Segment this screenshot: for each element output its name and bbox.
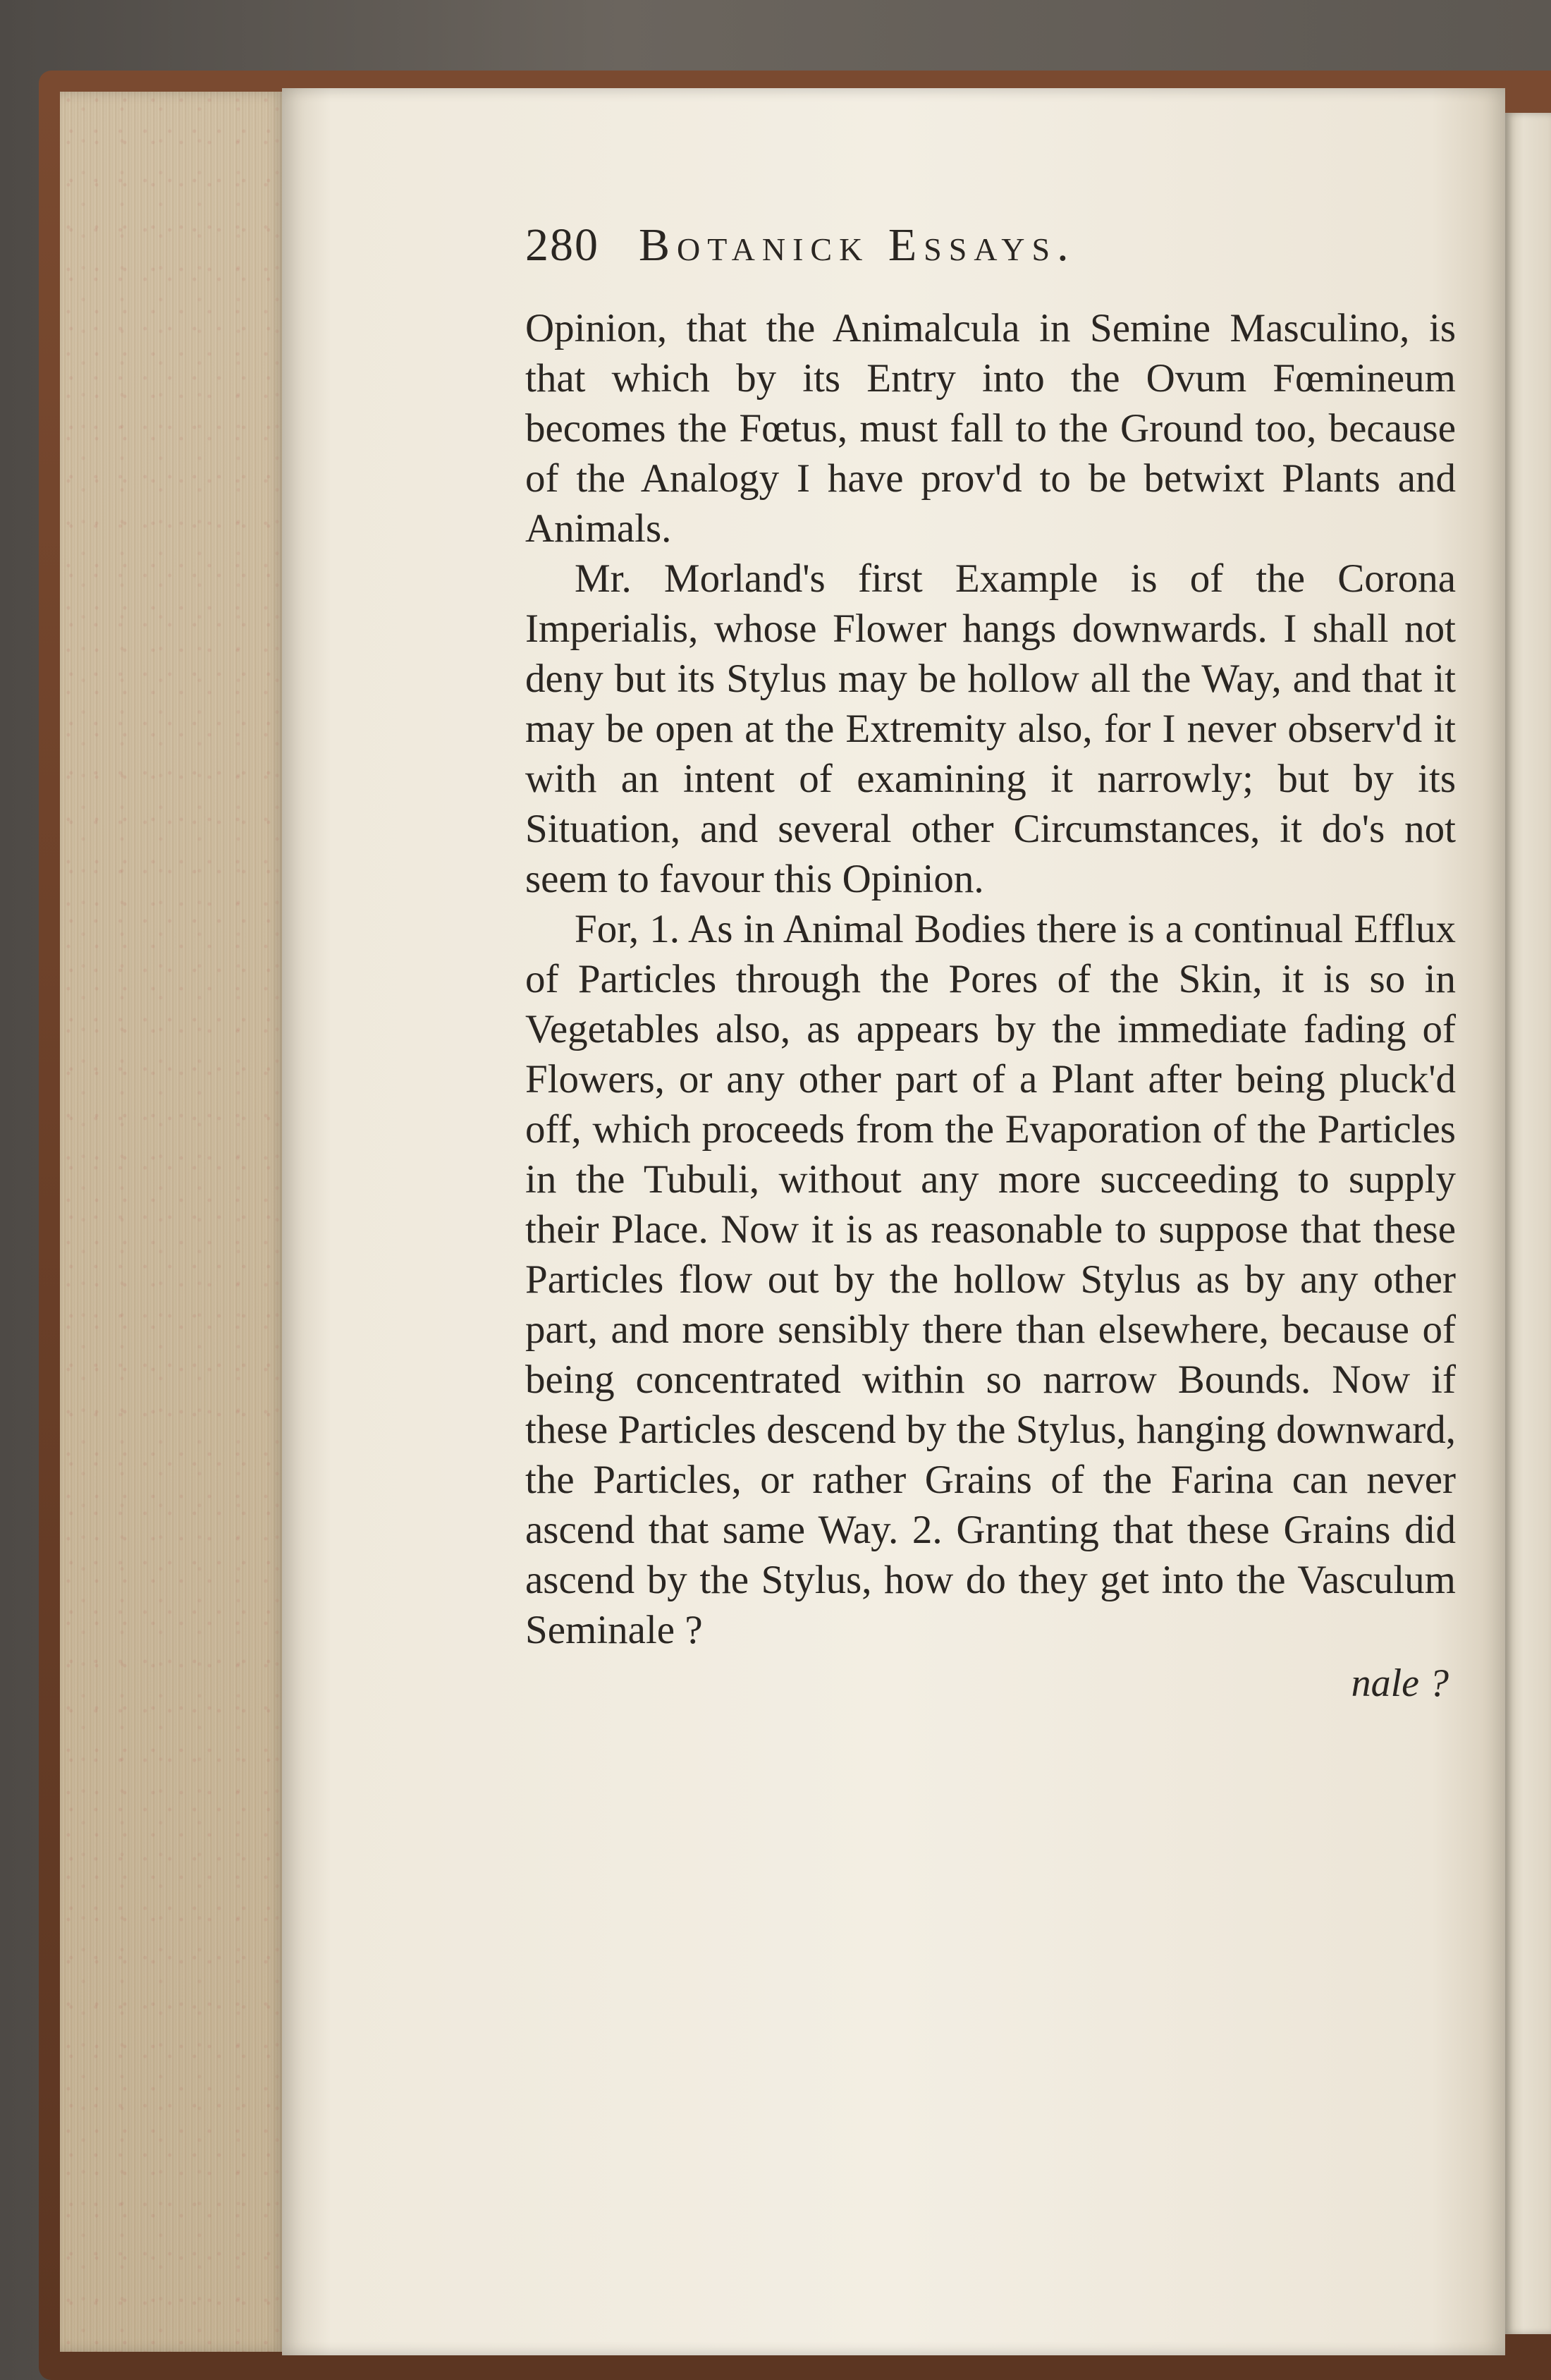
catchword: nale ? (1351, 1661, 1449, 1705)
paragraph-2: Mr. Morland's first Example is of the Corona Imperialis, whose Flower hangs downwards. I shall not deny but its Stylus may be hollow all the Way, and that it may be open at the Extremity also, for I never observ'd it with an intent of examining it narrowly; but by its Situation, and several other Circumstances, it do's not seem to favour this Opinion. (525, 556, 1456, 901)
running-head-title: Botanick Essays. (639, 219, 1076, 271)
text-block (525, 219, 1456, 1706)
running-head (525, 219, 1456, 303)
page-edges (60, 92, 286, 2352)
facing-page-edge (1505, 113, 1551, 2334)
paragraph-3: For, 1. As in Animal Bodies there is a continual Efflux of Particles through the Pores of the Skin, it is so in Vegetables also, as appears by the immediate fading of Flowers, or any other part of a Plant after being pluck'd off, which proceeds from the Evaporation of the Particles in the Tubuli, without any more succeeding to supply their Place. Now it is as reasonable to suppose that these Particles flow out by the hollow Stylus as by any other part, and more sensibly there than elsewhere, because of being concentrated within so narrow Bounds. Now if these Particles descend by the Stylus, hanging downward, the Particles, or rather Grains of the Farina can never ascend that same Way. 2. Granting that these Grains did ascend by the Stylus, how do they get into the Vasculum Seminale ? (525, 907, 1456, 1652)
paragraph-1: Opinion, that the Animalcula in Semine Masculino, is that which by its Entry into the Ovum Fœmineum becomes the Fœtus, must fall to the Ground too, because of the Analogy I have prov'd to be betwixt Plants and Animals. (525, 306, 1456, 551)
body-text (525, 303, 1456, 1655)
page-number: 280 (525, 219, 599, 271)
